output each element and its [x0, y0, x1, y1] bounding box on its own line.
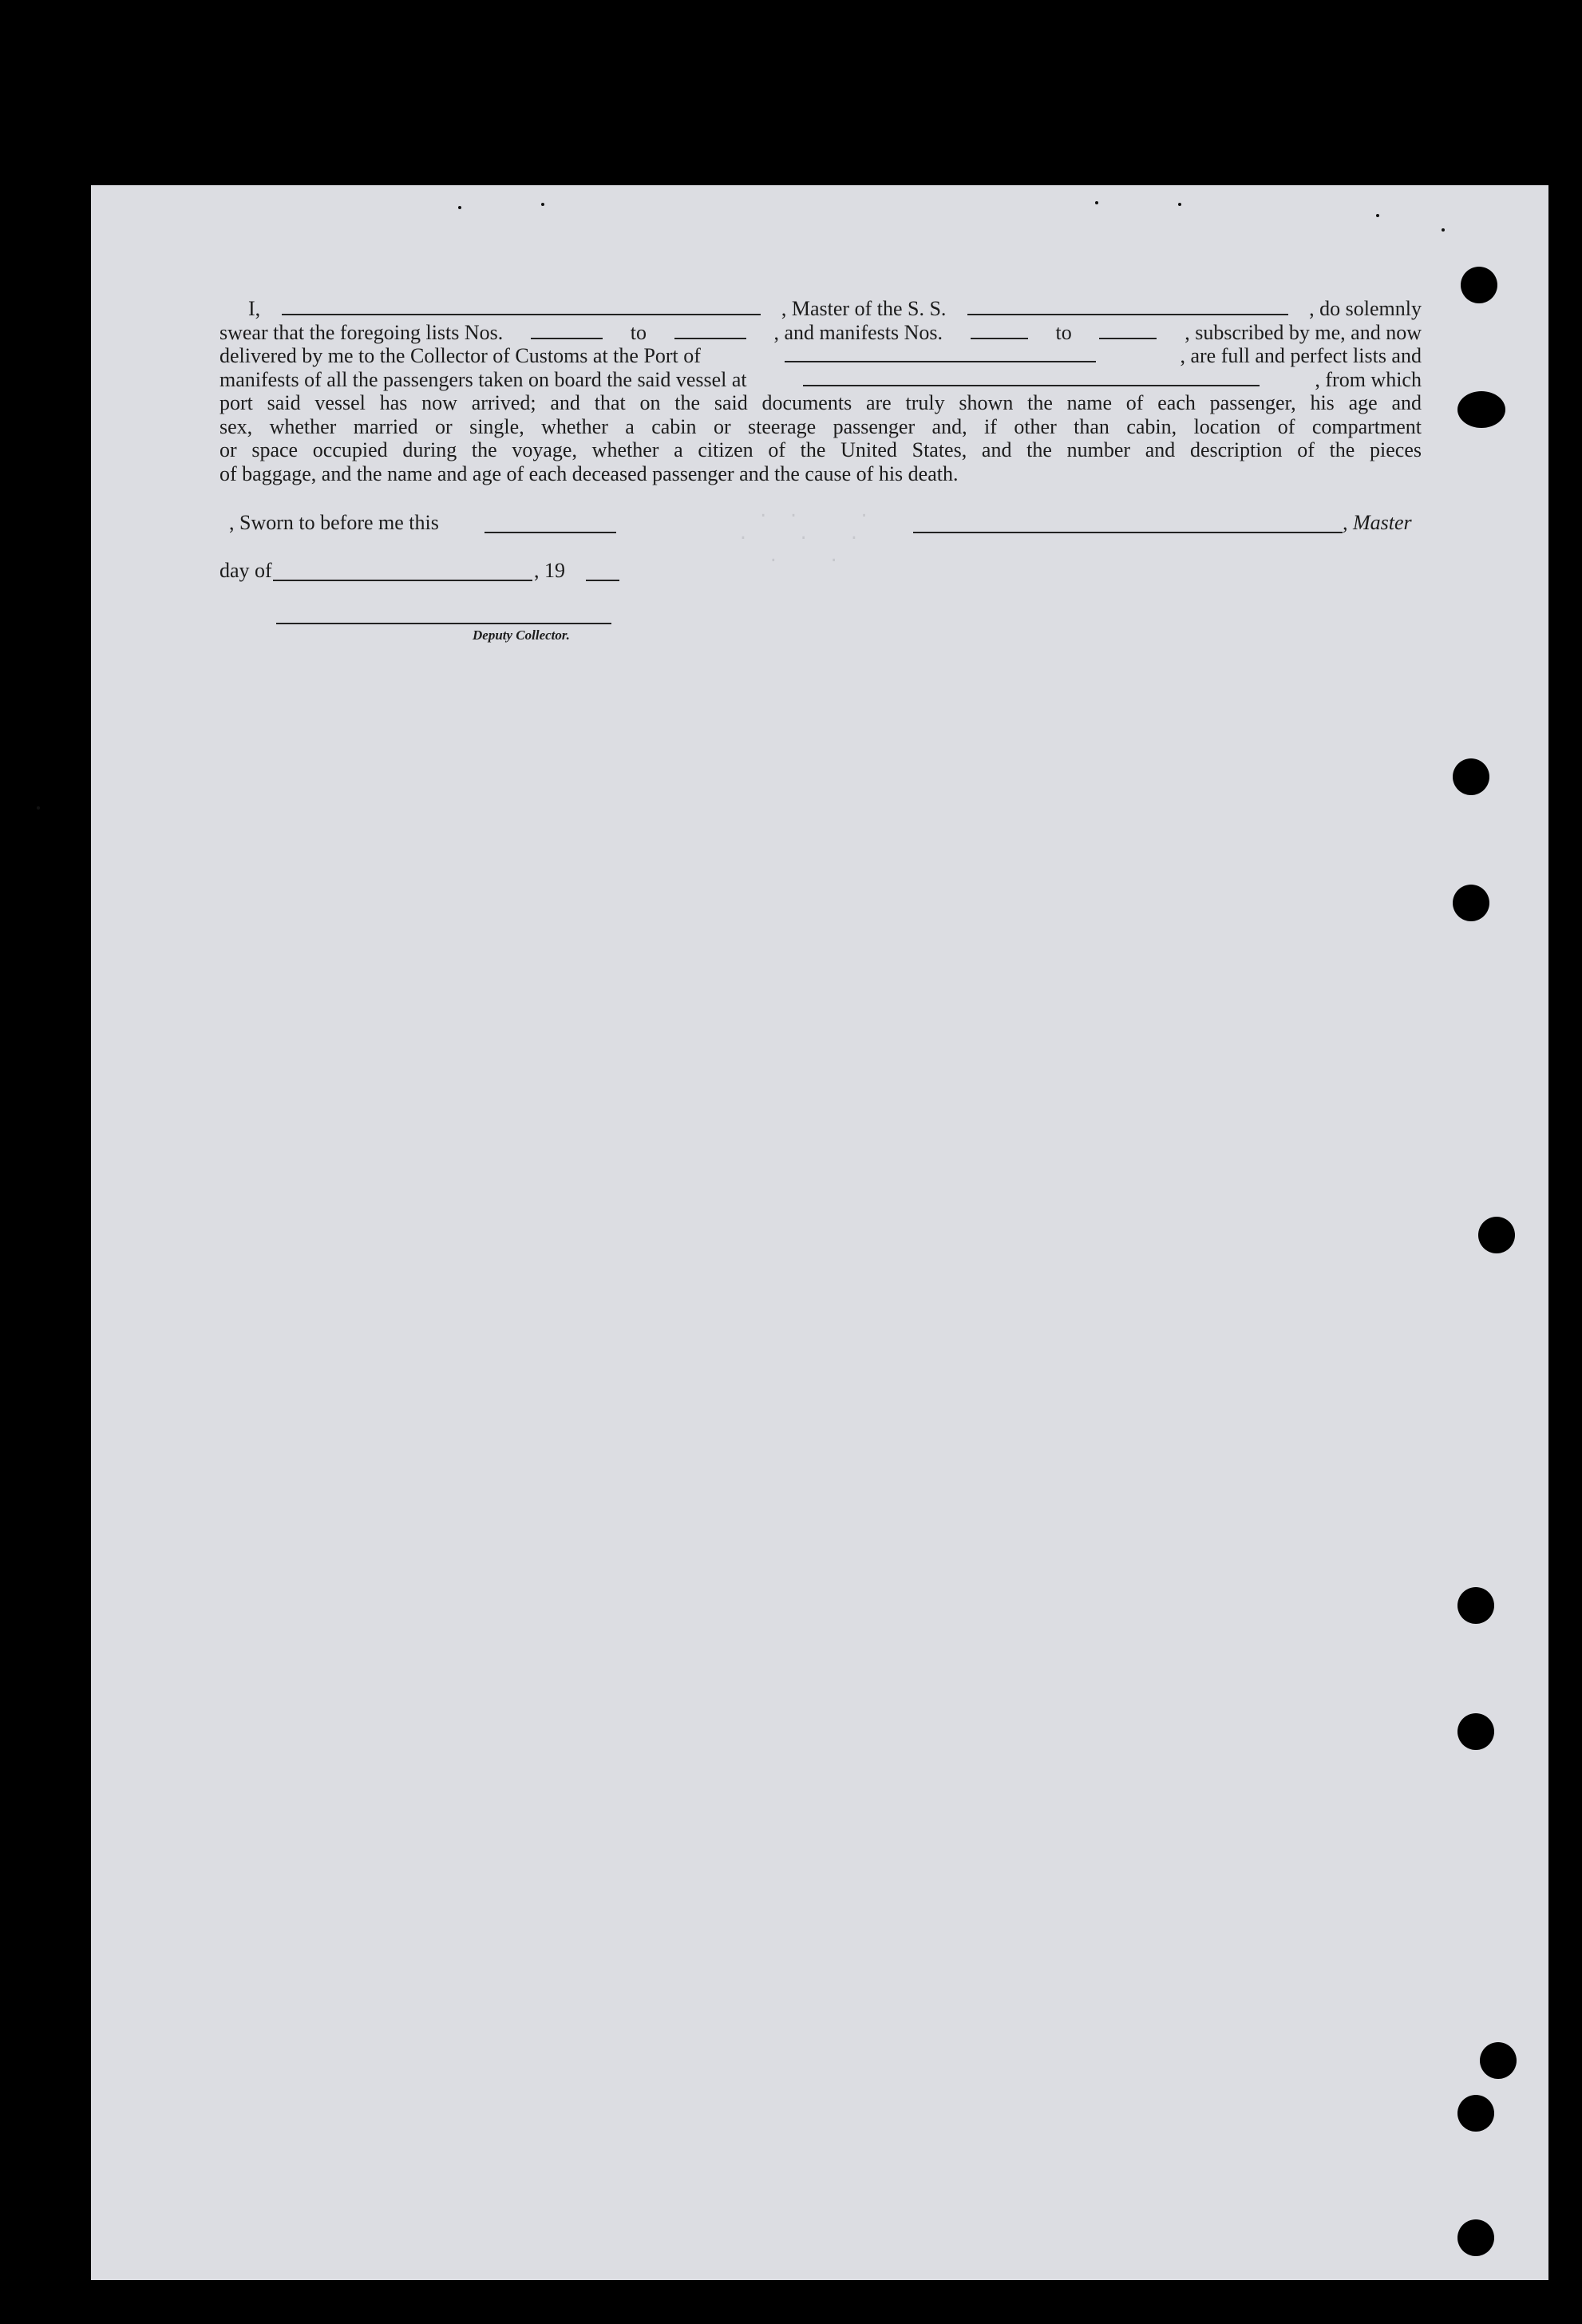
manifests-to-blank — [1099, 338, 1157, 339]
deputy-signature-line — [276, 623, 611, 624]
document-page — [91, 185, 1548, 2280]
oath-line-5: port said vessel has now arrived; and that on the said documents are truly shown the name of each passenger, his age and — [220, 391, 1422, 414]
punch-hole — [1453, 885, 1489, 921]
punch-hole — [1457, 1587, 1494, 1624]
punch-hole — [1453, 758, 1489, 795]
oath-from-which: , from which — [1315, 367, 1422, 391]
oath-body — [220, 391, 1422, 485]
port-blank — [785, 361, 1096, 362]
oath-subscribed: , subscribed by me, and now — [1185, 320, 1422, 344]
master-signature-line — [913, 532, 1343, 533]
oath-to-1: to — [630, 320, 647, 344]
oath-master-of-ship: , Master of the S. S. — [781, 297, 947, 320]
oath-text — [220, 297, 1422, 485]
oath-full-perfect: , are full and perfect lists and — [1180, 344, 1422, 367]
oath-do-solemnly: , do solemnly — [1309, 297, 1422, 320]
dust-speck — [1095, 201, 1098, 204]
dust-speck — [458, 206, 461, 209]
oath-line-7: or space occupied during the voyage, whether a citizen of the United States, and the number and description of the pieces — [220, 438, 1422, 461]
oath-line-8: of baggage, and the name and age of each deceased passenger and the cause of his death. — [220, 461, 959, 485]
oath-to-2: to — [1055, 320, 1072, 344]
punch-hole — [1461, 267, 1497, 303]
dust-speck — [541, 203, 544, 206]
deputy-collector-label: Deputy Collector. — [473, 628, 570, 643]
dust-speck — [1376, 214, 1379, 217]
oath-manifests-all: manifests of all the passengers taken on board the said vessel at — [220, 367, 747, 391]
day-of-blank — [273, 580, 532, 581]
master-label — [1343, 511, 1412, 535]
lists-to-blank — [674, 338, 746, 339]
bleed-through-marks: · · · · · · · · — [738, 506, 869, 570]
punch-hole — [1457, 391, 1505, 428]
sworn-date-blank — [484, 532, 616, 533]
oath-manifests-nos: , and manifests Nos. — [773, 320, 943, 344]
day-of-label: day of — [220, 559, 272, 582]
punch-hole — [1478, 1217, 1515, 1253]
master-name-blank — [282, 314, 761, 315]
oath-line-3 — [220, 344, 1422, 368]
oath-line-6: sex, whether married or single, whether a cabin or steerage passenger and, if other than cabin, location of compartment — [220, 414, 1422, 438]
lists-from-blank — [531, 338, 603, 339]
oath-lists-nos: swear that the foregoing lists Nos. — [220, 320, 504, 344]
punch-hole — [1457, 2219, 1494, 2256]
year-label: , 19 — [534, 559, 565, 582]
punch-hole — [1457, 2095, 1494, 2132]
oath-delivered: delivered by me to the Collector of Customs at the Port of — [220, 344, 701, 367]
sworn-label: , Sworn to before me this — [229, 511, 439, 534]
embark-port-blank — [803, 385, 1260, 386]
dust-speck — [37, 806, 40, 810]
ship-name-blank — [967, 314, 1288, 315]
oath-line-4 — [220, 368, 1422, 392]
year-blank — [586, 580, 619, 581]
punch-hole — [1480, 2042, 1517, 2079]
oath-line-2 — [220, 321, 1422, 345]
oath-i: I, — [248, 297, 261, 320]
master-label-text: , Master — [1343, 511, 1412, 534]
oath-line-1 — [220, 297, 1422, 321]
dust-speck — [1178, 203, 1181, 206]
punch-hole — [1457, 1713, 1494, 1750]
dust-speck — [1442, 228, 1445, 232]
manifests-from-blank — [971, 338, 1028, 339]
